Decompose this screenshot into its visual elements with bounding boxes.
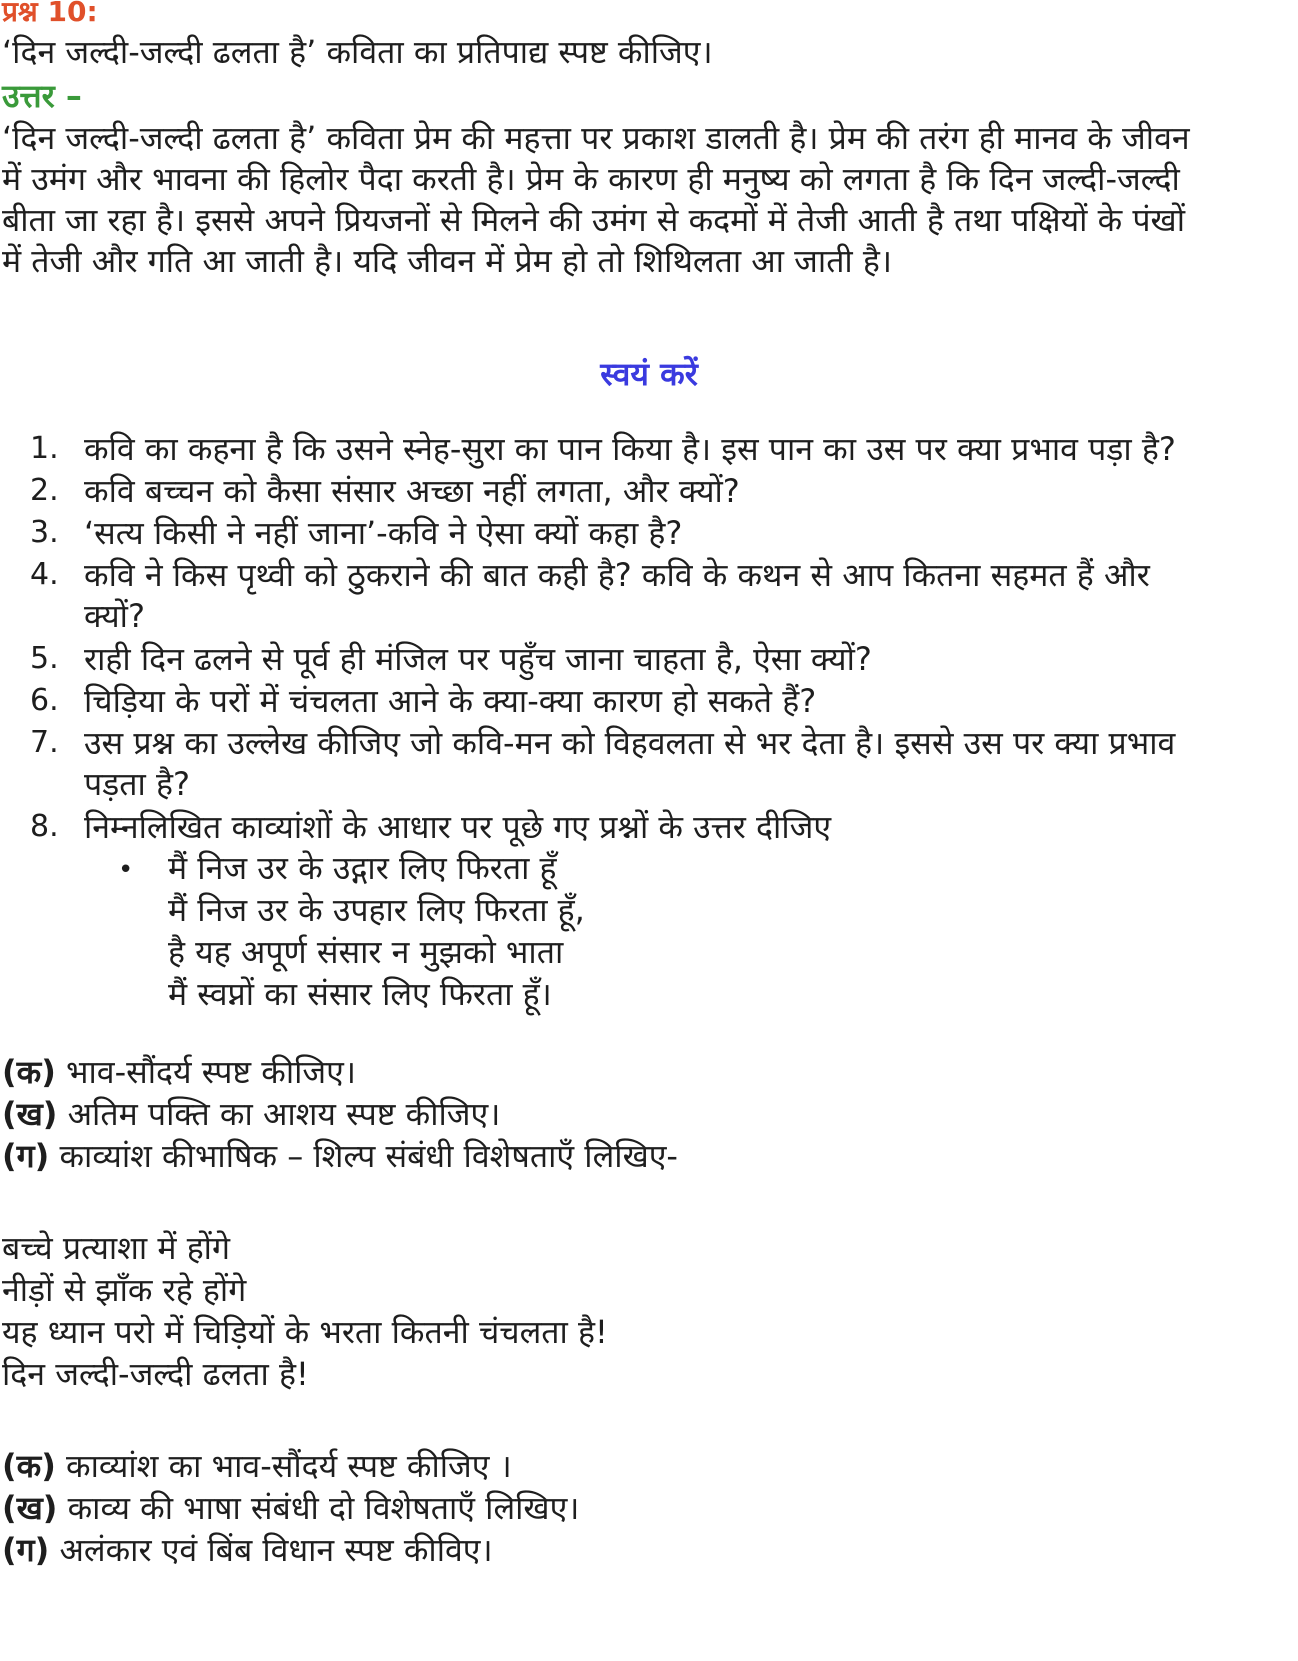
item-number: 8. [30, 809, 59, 844]
verse-line: मैं स्वप्नों का संसार लिए फिरता हूँ। [168, 975, 552, 1013]
verse-line: मैं निज उर के उद्गार लिए फिरता हूँ [168, 849, 557, 887]
sub-question-text: भाव-सौंदर्य स्पष्ट कीजिए। [55, 1053, 356, 1091]
item-text: कवि का कहना है कि उसने स्नेह-सुरा का पान किया है। इस पान का उस पर क्या प्रभाव पड़ा है? [84, 430, 1176, 468]
sub-question-text: काव्यांश कीभाषिक – शिल्प संबंधी विशेषताएँ लिखिए- [49, 1137, 678, 1175]
sub-question-text: अलंकार एवं बिंब विधान स्पष्ट कीविए। [49, 1531, 493, 1569]
sub-question-text: काव्य की भाषा संबंधी दो विशेषताएँ लिखिए। [57, 1489, 580, 1527]
sub-question-label: (ग) [2, 1531, 50, 1569]
verse-line: बच्चे प्रत्याशा में होंगे [2, 1229, 230, 1267]
verse-line: दिन जल्दी-जल्दी ढलता है! [2, 1355, 309, 1393]
sub-question-text: काव्यांश का भाव-सौंदर्य स्पष्ट कीजिए । [55, 1447, 512, 1485]
verse-line: यह ध्यान परो में चिड़ियों के भरता कितनी चंचलता है! [2, 1313, 608, 1351]
item-number: 1. [30, 431, 59, 466]
answer-line: में तेजी और गति आ जाती है। यदि जीवन में प्रेम हो तो शिथिलता आ जाती है। [2, 242, 893, 280]
question-text: ‘दिन जल्दी-जल्दी ढलता है’ कविता का प्रतिपाद्य स्पष्ट कीजिए। [2, 33, 713, 71]
item-number: 4. [30, 557, 59, 592]
sub-question [2, 1050, 356, 1094]
item-number: 7. [30, 725, 59, 760]
bullet-icon: • [118, 855, 134, 885]
answer-line: बीता जा रहा है। इससे अपने प्रियजनों से मिलने की उमंग से कदमों में तेजी आती है तथा पक्षियों के पंखों [2, 201, 1186, 239]
question-heading: प्रश्न 10: [2, 0, 98, 28]
item-number: 3. [30, 515, 59, 550]
item-text: चिड़िया के परों में चंचलता आने के क्या-क्या कारण हो सकते हैं? [84, 682, 817, 720]
section-title: स्वयं करें [600, 355, 698, 393]
sub-question-label: (ग) [2, 1137, 50, 1175]
verse-line: नीड़ों से झाँक रहे होंगे [2, 1271, 247, 1309]
item-text: राही दिन ढलने से पूर्व ही मंजिल पर पहुँच जाना चाहता है, ऐसा क्यों? [84, 640, 872, 678]
item-text: निम्नलिखित काव्यांशों के आधार पर पूछे गए प्रश्नों के उत्तर दीजिए [84, 808, 832, 846]
sub-question [2, 1528, 493, 1572]
item-number: 2. [30, 473, 59, 508]
item-text: कवि बच्चन को कैसा संसार अच्छा नहीं लगता, और क्यों? [84, 472, 740, 510]
item-text: उस प्रश्न का उल्लेख कीजिए जो कवि-मन को विहवलता से भर देता है। इससे उस पर क्या प्रभाव [84, 724, 1176, 762]
sub-question-label: (ख) [2, 1095, 58, 1133]
sub-question [2, 1134, 678, 1178]
item-text-continued: क्यों? [84, 597, 145, 635]
item-text: कवि ने किस पृथ्वी को ठुकराने की बात कही है? कवि के कथन से आप कितना सहमत हैं और [84, 556, 1150, 594]
verse-line: है यह अपूर्ण संसार न मुझको भाता [168, 933, 564, 971]
sub-question [2, 1486, 579, 1530]
item-text-continued: पड़ता है? [84, 765, 190, 803]
verse-line: मैं निज उर के उपहार लिए फिरता हूँ, [168, 891, 585, 929]
sub-question-label: (क) [2, 1053, 56, 1091]
item-number: 5. [30, 641, 59, 676]
item-number: 6. [30, 683, 59, 718]
answer-heading: उत्तर – [2, 77, 82, 115]
item-text: ‘सत्य किसी ने नहीं जाना’-कवि ने ऐसा क्यों कहा है? [84, 514, 683, 552]
sub-question [2, 1092, 500, 1136]
sub-question-label: (क) [2, 1447, 56, 1485]
sub-question [2, 1444, 512, 1488]
answer-line: ‘दिन जल्दी-जल्दी ढलता है’ कविता प्रेम की महत्ता पर प्रकाश डालती है। प्रेम की तरंग ही मानव के जीवन [2, 119, 1190, 157]
sub-question-text: अतिम पक्ति का आशय स्पष्ट कीजिए। [57, 1095, 501, 1133]
sub-question-label: (ख) [2, 1489, 58, 1527]
answer-line: में उमंग और भावना की हिलोर पैदा करती है। प्रेम के कारण ही मनुष्य को लगता है कि दिन जल्दी-जल्दी [2, 160, 1180, 198]
